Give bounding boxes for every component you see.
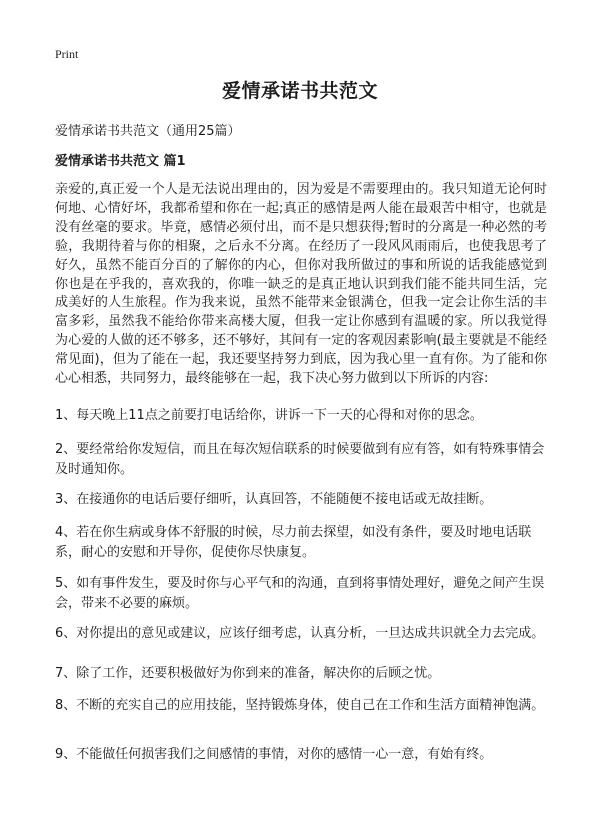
list-item: 1、每天晚上11点之前要打电话给你，讲诉一下一天的心得和对你的思念。 <box>55 408 483 423</box>
section-heading: 爱情承诺书共范文 篇1 <box>55 154 186 169</box>
list-item: 3、在接通你的电话后要仔细听，认真回答，不能随便不接电话或无故挂断。 <box>55 492 493 507</box>
print-link[interactable]: Print <box>55 47 79 61</box>
list-item: 2、要经常给你发短信，而且在每次短信联系的时候要做到有应有答，如有特殊事情会及时通知你。 <box>55 442 545 477</box>
list-item: 6、对你提出的意见或建议，应该仔细考虑，认真分析，一旦达成共识就全力去完成。 <box>55 626 545 641</box>
list-item: 4、若在你生病或身体不舒服的时候，尽力前去探望，如没有条件，要及时地电话联系，耐心的安慰和开导你，促使你尽快康复。 <box>55 525 532 560</box>
list-item: 7、除了工作，还要积极做好为你到来的准备，解决你的后顾之忧。 <box>55 666 441 681</box>
intro-paragraph: 亲爱的,真正爱一个人是无法说出理由的，因为爱是不需要理由的。我只知道无论何时何地、心情好坏，我都希望和你在一起;真正的感情是两人能在最艰苦中相守，也就是没有丝毫的要求。毕竟，感情必须付出，而不是只想获得;暂时的分离是一种必然的考验，我期待着与你的相聚，之后永不分离。在经历了一段风风雨雨后，也使我思考了好久，虽然不能百分百的了解你的内心，但你对我所做过的事和所说的话我能感觉到你也是在乎我的，喜欢我的，你唯一缺乏的是真正地认识到我们能不能共同生活，完成美好的人生旅程。作为我来说，虽然不能带来金银满仓，但我一定会让你生活的丰富多彩，虽然我不能给你带来高楼大厦，但我一定让你感到有温暖的家。所以我觉得为心爱的人做的还不够多，还不够好，其间有一定的客观因素影响(最主要就是不能经常见面)，但为了能在一起，我还要坚持努力到底，因为我心里一直有你。为了能和你心心相悉，共同努力，最终能够在一起，我下决心努力做到以下所诉的内容: <box>55 182 547 387</box>
list-item: 5、如有事件发生，要及时你与心平气和的沟通，直到将事情处理好，避免之间产生误会，带来不必要的麻烦。 <box>55 576 545 611</box>
document-subtitle: 爱情承诺书共范文（通用25篇） <box>55 124 241 139</box>
list-item: 8、不断的充实自己的应用技能，坚持锻炼身体，使自己在工作和生活方面精神饱满。 <box>55 698 545 713</box>
list-item: 9、不能做任何损害我们之间感情的事情，对你的感情一心一意，有始有终。 <box>55 747 493 762</box>
page-title: 爱情承诺书共范文 <box>221 80 378 102</box>
